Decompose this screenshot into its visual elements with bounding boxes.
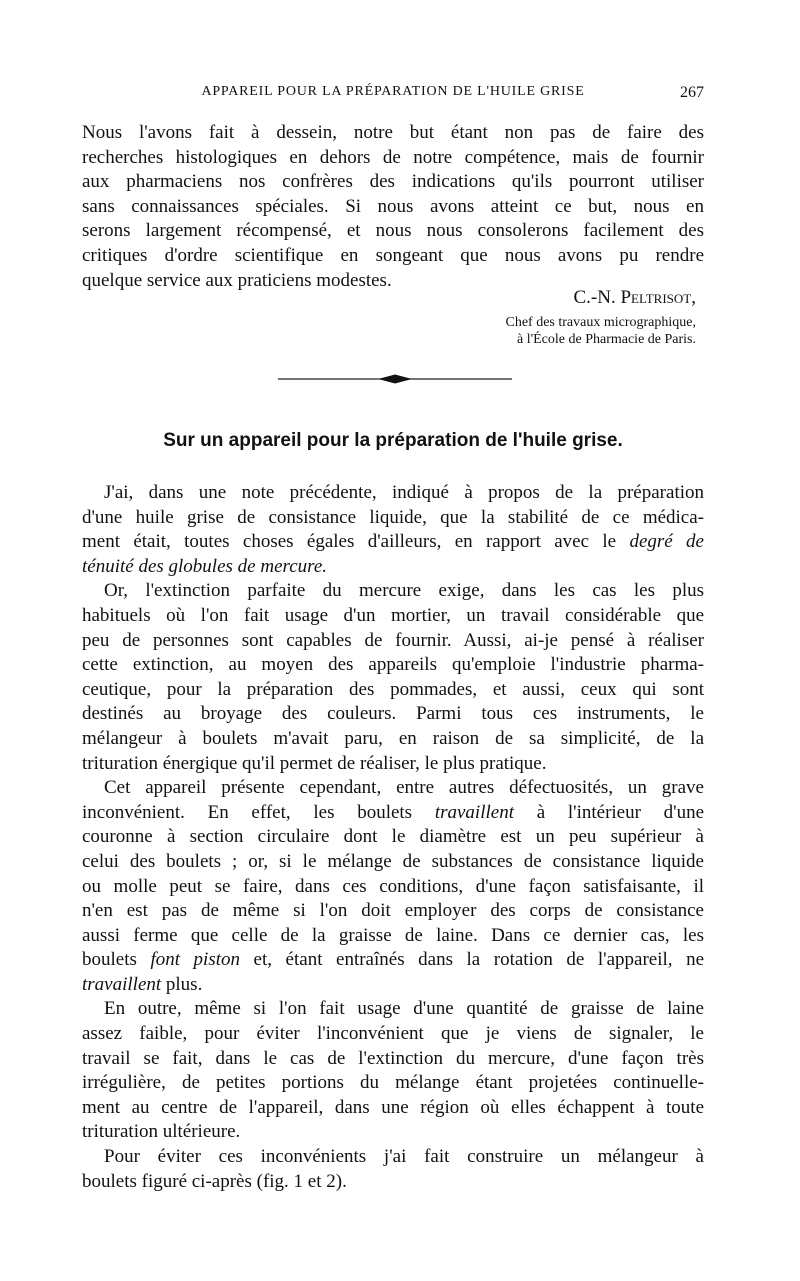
text-line: quelque service aux praticiens modestes.: [82, 269, 392, 291]
text-line: boulets font piston et, étant entraînés dans la rotation de l'appareil, ne: [82, 949, 704, 971]
text-line: ou molle peut se faire, dans ces conditions, d'une façon satisfaisante, il: [82, 875, 704, 897]
text-line: ment au centre de l'appareil, dans une région où elles échappent à toute: [82, 1096, 704, 1118]
text-line: boulets figuré ci-après (fig. 1 et 2).: [82, 1170, 347, 1192]
text-line: d'une huile grise de consistance liquide, que la stabilité de ce médica-: [82, 506, 704, 528]
text-line: aux pharmaciens nos confrères des indications qu'ils pourront utiliser: [82, 171, 704, 193]
emphasis: font piston: [150, 949, 240, 971]
text-line: En outre, même si l'on fait usage d'une quantité de graisse de laine: [104, 998, 704, 1020]
emphasis: travaillent: [82, 973, 162, 995]
page-header: [82, 84, 704, 110]
article-body: [82, 481, 704, 1194]
text-line: trituration énergique qu'il permet de réaliser, le plus pratique.: [82, 752, 547, 774]
text-line: inconvénient. En effet, les boulets travaillent à l'intérieur d'une: [82, 801, 704, 823]
text-line: recherches histologiques en dehors de notre compétence, mais de fournir: [82, 146, 704, 168]
text-line: serons largement récompensé, et nous nous consolerons facilement des: [82, 220, 704, 242]
text-line: Nous l'avons fait à dessein, notre but étant non pas de faire des: [82, 122, 704, 143]
intro-paragraph: [82, 121, 704, 293]
running-title: APPAREIL POUR LA PRÉPARATION DE L'HUILE GRISE: [201, 84, 585, 99]
text-line: J'ai, dans une note précédente, indiqué à propos de la préparation: [104, 482, 704, 503]
text-line: cette extinction, au moyen des appareils qu'emploie l'industrie pharma-: [82, 654, 704, 676]
text-line: destinés au broyage des couleurs. Parmi tous ces instruments, le: [82, 703, 704, 725]
emphasis: ténuité des globules de mercure.: [82, 555, 327, 577]
text-line: [82, 555, 704, 580]
text-line: mélangeur à boulets m'avait paru, en raison de sa simplicité, de la: [82, 727, 704, 749]
text-line: habituels où l'on fait usage d'un mortier, un travail considérable que: [82, 604, 704, 626]
text-line: irrégulière, de petites portions du mélange étant projetées continuelle-: [82, 1072, 704, 1094]
text-line: celui des boulets ; or, si le mélange de substances de consistance liquide: [82, 850, 704, 872]
text-line: critiques d'ordre scientifique en songeant que nous avons pu rendre: [82, 244, 704, 266]
text-line: assez faible, pour éviter l'inconvénient que je viens de signaler, le: [82, 1023, 704, 1045]
text-line: travaillent plus.: [82, 973, 203, 995]
page-number: 267: [680, 84, 704, 101]
section-separator: [278, 373, 512, 385]
text-line: ment était, toutes choses égales d'ailleurs, en rapport avec le degré de: [82, 531, 704, 553]
text-line: ceutique, pour la préparation des pommades, et aussi, ceux qui sont: [82, 678, 704, 700]
emphasis: degré de: [629, 531, 704, 553]
text-line: sans connaissances spéciales. Si nous avons atteint ce but, nous en: [82, 195, 704, 217]
signature-affiliation: [506, 314, 697, 348]
text-line: Or, l'extinction parfaite du mercure exige, dans les cas les plus: [104, 580, 704, 602]
text-line: Pour éviter ces inconvénients j'ai fait construire un mélangeur à: [104, 1146, 704, 1168]
emphasis: travaillent: [434, 801, 514, 823]
text-line: trituration ultérieure.: [82, 1121, 241, 1143]
text-line: Cet appareil présente cependant, entre autres défectuosités, un grave: [104, 777, 704, 799]
article-title: Sur un appareil pour la préparation de l'huile grise.: [163, 430, 623, 451]
signature-initials: C.-N.: [573, 287, 616, 308]
affiliation-line: à l'École de Pharmacie de Paris.: [516, 332, 696, 347]
signature-surname: Peltrisot,: [620, 287, 696, 308]
text-line: travail se fait, dans le cas de l'extinction du mercure, d'une façon très: [82, 1047, 704, 1069]
text-line: peu de personnes sont capables de fournir. Aussi, ai-je pensé à réaliser: [82, 629, 704, 651]
text-line: couronne à section circulaire dont le diamètre est un peu supérieur à: [82, 826, 704, 848]
affiliation-line: Chef des travaux micrographique,: [505, 315, 696, 330]
signature-name: [574, 287, 697, 309]
text-line: n'en est pas de même si l'on doit employer des corps de consistance: [82, 900, 704, 922]
text-line: aussi ferme que celle de la graisse de laine. Dans ce dernier cas, les: [82, 924, 704, 946]
